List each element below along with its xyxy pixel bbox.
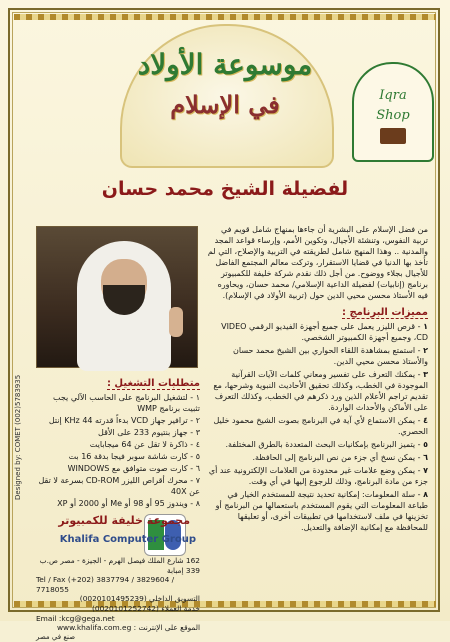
requirement-item: ٥ - كارت شاشة سوبر فيجا بدقة 16 بت <box>68 452 200 461</box>
feature-item: ١ - قرص الليزر يعمل على جميع أجهزة الفيديو الرقمي VIDEO CD، وجميع أجهزة الكمبيوتر الشخصي. <box>221 322 428 342</box>
address-line: 162 شارع الملك فيصل الهرم - الجيزة - مصر ص.ب 339 إمبابة <box>39 556 200 575</box>
intro-paragraph: من فضل الإسلام على البشرية أن جاءها بمنهاج شامل قويم في تربية النفوس، وتنشئة الأجيال، وتكوين الأمم، وإرساء قواعد المجد والمدنية .. وهذا المنهج شامل لطريقته في التربية والإصلاح، التي لم تأخذ بها الدنيا في قضايا الاستقرار، وتركت معالم المجتمع الفاضل للأجيال بجلاء ووضوح. من أجل ذلك نقدم شركة خليفة للكمبيوتر برنامج (إنابيات) لفضيلة الداعية الإسلامي/ محمد حسان، ويحاوره فيه الأستاذ محسن محيي الدين حول (تربية الأولاد في الإسلام). <box>207 225 428 300</box>
company-english-name: Khalifa Computer Group <box>59 534 196 545</box>
customer-service-line: خدمة العملاء (0020101252742) <box>91 603 200 613</box>
phone-line: Tel / Fax (+202) 3837794 / 3829604 / 7718055 <box>36 575 175 594</box>
feature-item: ٥ - يتميز البرنامج بإمكانيات البحث المتعددة بالطرق المختلفة. <box>225 440 428 449</box>
iqra-shop-logo <box>352 62 434 162</box>
requirements-title: متطلبات التشغيل : <box>106 378 200 389</box>
title-calligraphy-line1: موسوعة الأولاد <box>137 48 313 81</box>
company-block <box>36 514 196 554</box>
sheikh-photo <box>36 226 198 368</box>
company-arabic-name: مجموعة خليفة للكمبيوتر <box>58 514 190 527</box>
requirement-item: ٧ - محرك أقراص الليزر CD-ROM بسرعة لا تقل عن 40X <box>38 476 200 496</box>
book-icon <box>380 128 406 144</box>
website-line: الموقع على الإنترنت : www.khalifa.com.eg <box>57 623 200 633</box>
email-line: Email :kcg@gega.net <box>36 613 115 623</box>
requirement-item: ٤ - ذاكرة لا تقل عن 64 ميجابايت <box>89 440 200 449</box>
made-in-egypt: صنع في مصر <box>36 632 76 641</box>
top-ornament <box>14 14 436 20</box>
logo-text-shop: Shop <box>376 108 410 123</box>
requirement-item: ٦ - كارت صوت متوافق مع WINDOWS <box>67 464 200 473</box>
title-calligraphy-line2: في الإسلام <box>170 90 280 119</box>
feature-item: ٣ - يمكنك التعرف على تفسير ومعاني كلمات الآيات القرآنية الموجودة في الخطب، وكذلك تحقيق الأحاديث النبوية وشرحها، مع تقديم تراجم الأعلام الذين ورد ذكرهم في الخطب، وكذلك التعرف على الأماكن والأحداث الواردة. <box>213 370 428 412</box>
requirements-list <box>36 392 200 509</box>
feature-item: ٦ - يمكن نسخ أي جزء من نص البرنامج إلى الحافظة. <box>252 453 428 462</box>
requirement-item: ١ - لتشغيل البرنامج على الحاسب الآلي يجب تثبيت برنامج WMP <box>53 393 200 413</box>
features-title: مميزات البرنامج : <box>341 307 428 318</box>
feature-item: ٢ - استمتع بمشاهدة اللقاء الحواري بين الشيخ محمد حسان والأستاذ محسن محيي الدين. <box>233 346 428 366</box>
feature-item: ٨ - سلة المعلومات: إمكانية تحديد نتيجة للمستخدم الخيار في طباعة المعلومات التي يقوم المستخدم باستعمالها من البرنامج أو تخزينها في ملف لاستخدامها في تطبيقات أخرى، أو تعليقها للمحافظة مع إمكانية الإضافة والتعديل. <box>215 490 428 532</box>
company-address <box>36 556 200 642</box>
requirement-item: ٨ - ويندوز 95 أو 98 أو Me أو 2000 أو XP <box>57 499 200 508</box>
designer-credit: Designed by: COMET (002)5783935 <box>14 374 22 500</box>
description-column <box>206 224 428 535</box>
photo-hand <box>169 307 183 337</box>
logo-text-iqra: Iqra <box>379 88 407 103</box>
requirement-item: ٢ - ترافير جهاز VCD بدءاً قدرته 44 KHz إنتل <box>48 416 200 425</box>
sheikh-name: لفضيلة الشيخ محمد حسان <box>101 178 349 200</box>
features-list <box>206 321 428 533</box>
feature-item: ٧ - يمكن وضع علامات غير محدودة من العلامات الإلكترونية عند أي جزء من مادة البرنامج، وذلك للرجوع إليها في أي وقت. <box>208 466 428 486</box>
marketing-line: التسويق الداخلي (0020101495239) <box>79 594 200 604</box>
requirements-column <box>36 374 200 510</box>
requirement-item: ٣ - جهاز بنتيوم 233 على الأقل <box>98 428 200 437</box>
feature-item: ٤ - يمكن الاستماع لأي آية في البرنامج بصوت الشيخ محمود خليل الحصري. <box>213 416 428 436</box>
